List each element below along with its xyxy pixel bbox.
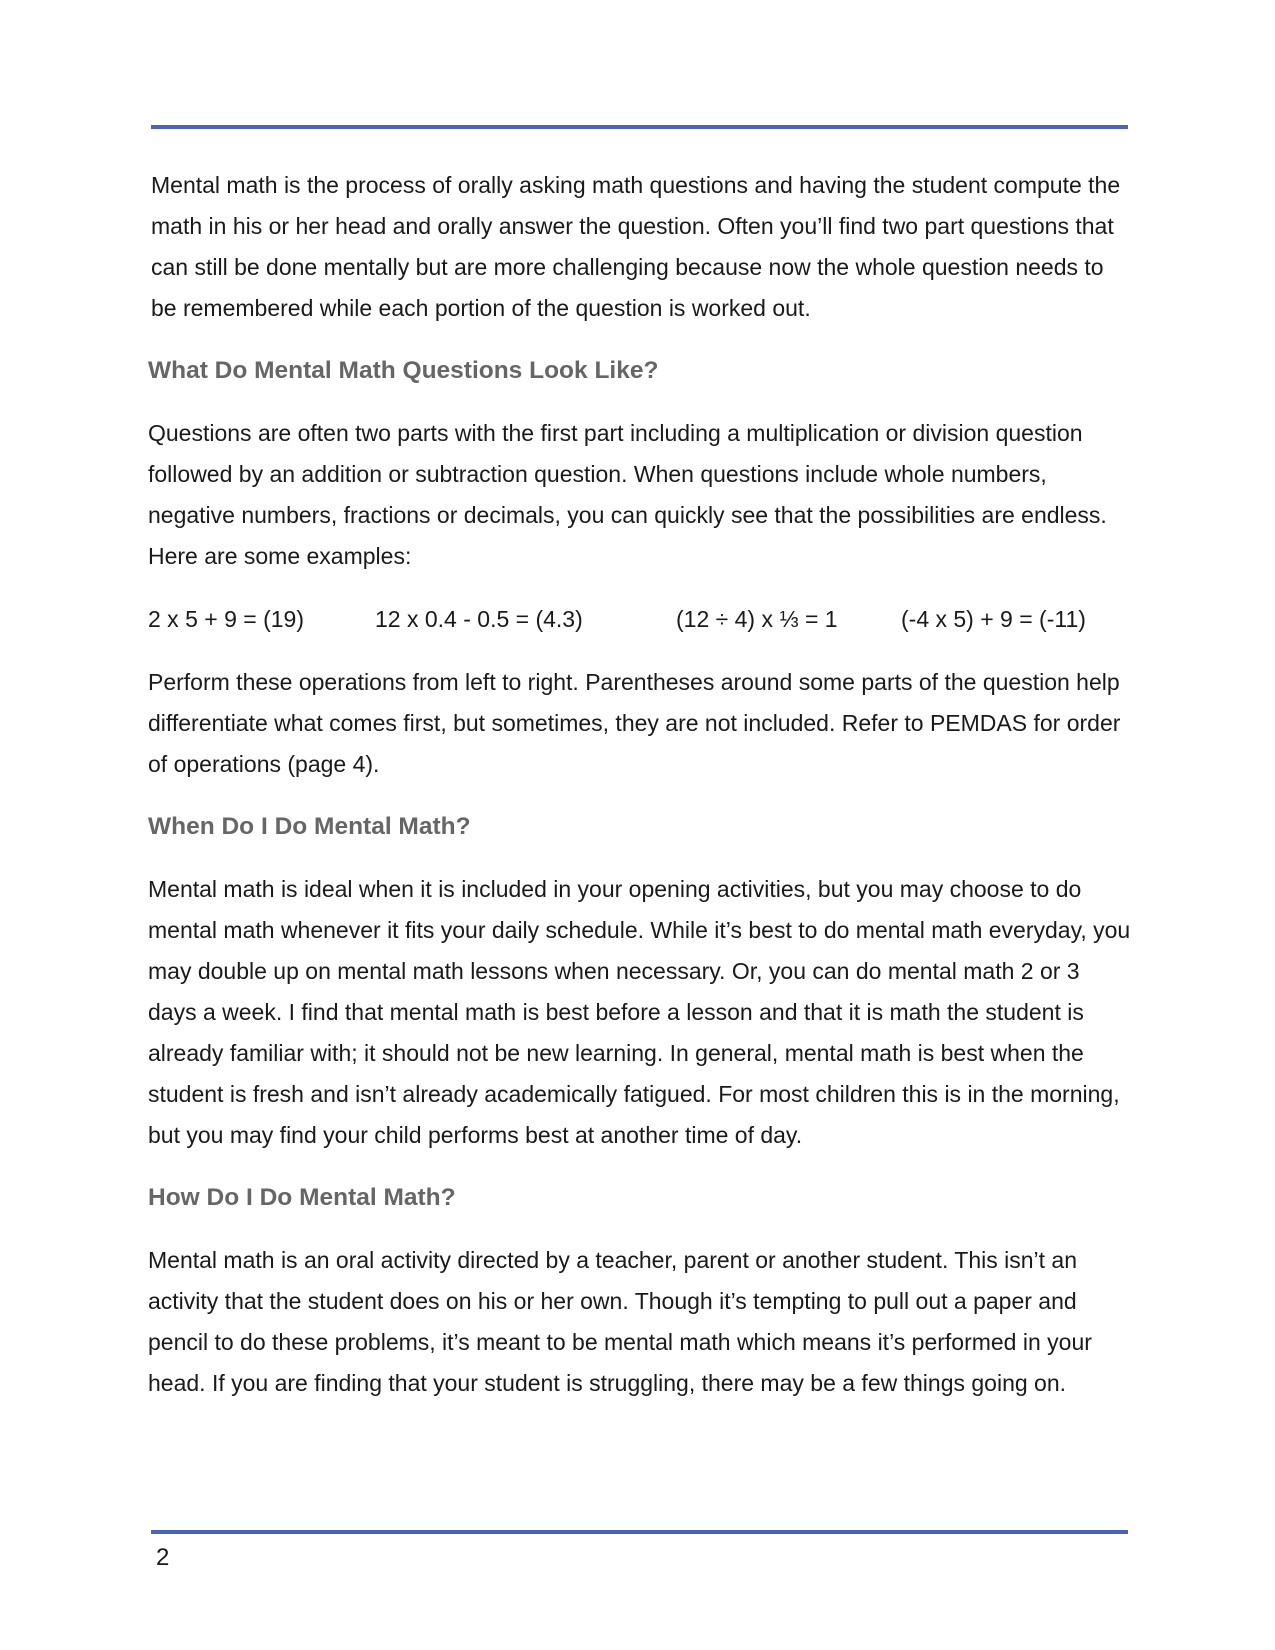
footer-rule	[151, 1530, 1128, 1534]
example-2: 12 x 0.4 - 0.5 = (4.3)	[375, 606, 583, 632]
examples-row	[148, 599, 1133, 640]
intro-paragraph: Mental math is the process of orally asking math questions and having the student compute the math in his or her head and orally answer the question. Often you’ll find two part questions that can still be done mentally but are more challenging because now the whole question needs to be remembered while each portion of the question is worked out.	[151, 172, 1121, 321]
how-paragraph: Mental math is an oral activity directed by a teacher, parent or another student. This isn’t an activity that the student does on his or her own. Though it’s tempting to pull out a paper and pencil to do these problems, it’s meant to be mental math which means it’s performed in your head. If you are finding that your student is struggling, there may be a few things going on.	[148, 1247, 1092, 1396]
header-rule	[151, 125, 1128, 129]
operations-paragraph: Perform these operations from left to right. Parentheses around some parts of the question help differentiate what comes first, but sometimes, they are not included. Refer to PEMDAS for order of operations (page 4).	[148, 669, 1121, 777]
example-1: 2 x 5 + 9 = (19)	[148, 606, 304, 632]
section-heading-questions: What Do Mental Math Questions Look Like?	[148, 357, 659, 384]
when-paragraph: Mental math is ideal when it is included in your opening activities, but you may choose to do mental math whenever it fits your daily schedule. While it’s best to do mental math everyday, you may double up on mental math lessons when necessary. Or, you can do mental math 2 or 3 days a week. I find that mental math is best before a lesson and that it is math the student is already familiar with; it should not be new learning. In general, mental math is best when the student is fresh and isn’t already academically fatigued. For most children this is in the morning, but you may find your child performs best at another time of day.	[148, 876, 1131, 1148]
section-heading-how: How Do I Do Mental Math?	[148, 1184, 456, 1211]
section-heading-when: When Do I Do Mental Math?	[148, 813, 471, 840]
questions-paragraph: Questions are often two parts with the first part including a multiplication or division question followed by an addition or subtraction question. When questions include whole numbers, negative numbers, fractions or decimals, you can quickly see that the possibilities are endless. Here are some examples:	[148, 420, 1107, 569]
page-content	[148, 165, 1133, 1404]
page-number: 2	[156, 1544, 170, 1571]
example-3: (12 ÷ 4) x ⅓ = 1	[676, 606, 838, 632]
example-4: (-4 x 5) + 9 = (-11)	[901, 606, 1086, 632]
